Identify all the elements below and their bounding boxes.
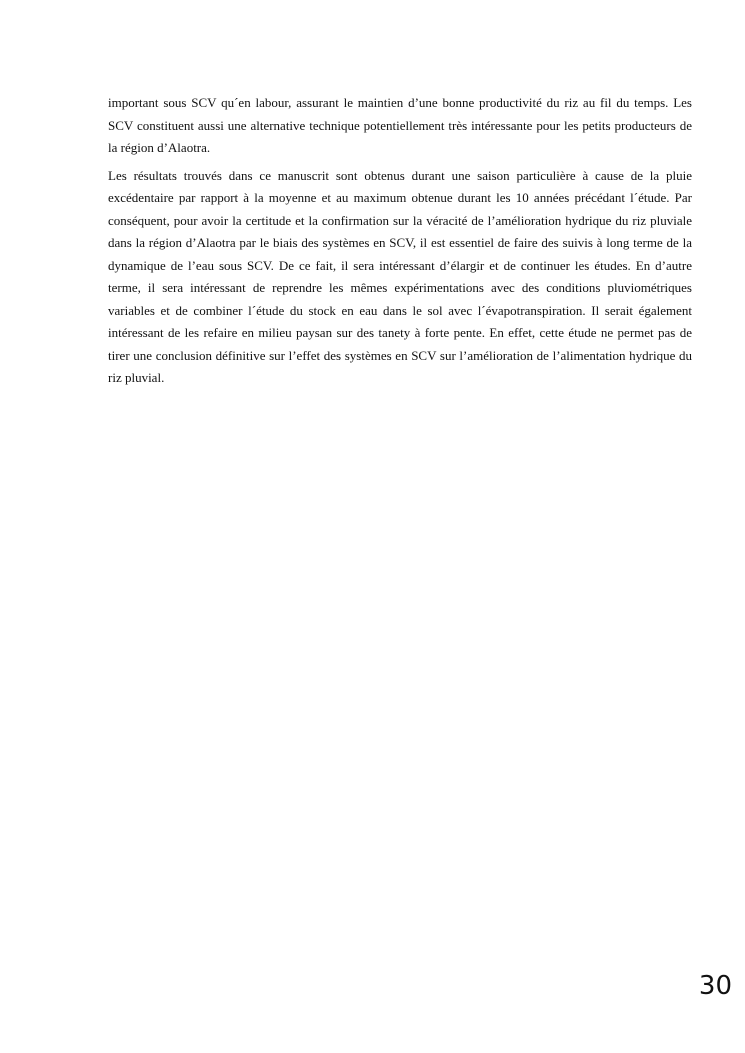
body-text [108, 92, 692, 390]
paragraph-1: important sous SCV qu´en labour, assurant le maintien d’une bonne productivité du riz au fil du temps. Les SCV constituent aussi une alternative technique potentiellement très intéressante pour les petits producteurs de la région d’Alaotra. [108, 95, 692, 155]
page-number: 30 [698, 971, 732, 1001]
paragraph-2: Les résultats trouvés dans ce manuscrit sont obtenus durant une saison particulière à cause de la pluie excédentaire par rapport à la moyenne et au maximum obtenue durant les 10 années précédant l´étude. Par conséquent, pour avoir la certitude et la confirmation sur la véracité de l’amélioration hydrique du riz pluviale dans la région d’Alaotra par le biais des systèmes en SCV, il est essentiel de faire des suivis à long terme de la dynamique de l’eau sous SCV. De ce fait, il sera intéressant d’élargir et de continuer les études. En d’autre terme, il sera intéressant de reprendre les mêmes expérimentations avec des conditions pluviométriques variables et de combiner l´étude du stock en eau dans le sol avec l´évapotranspiration. Il serait également intéressant de les refaire en milieu paysan sur des tanety à forte pente. En effet, cette étude ne permet pas de tirer une conclusion définitive sur l’effet des systèmes en SCV sur l’amélioration de l’alimentation hydrique du riz pluvial. [108, 167, 692, 385]
